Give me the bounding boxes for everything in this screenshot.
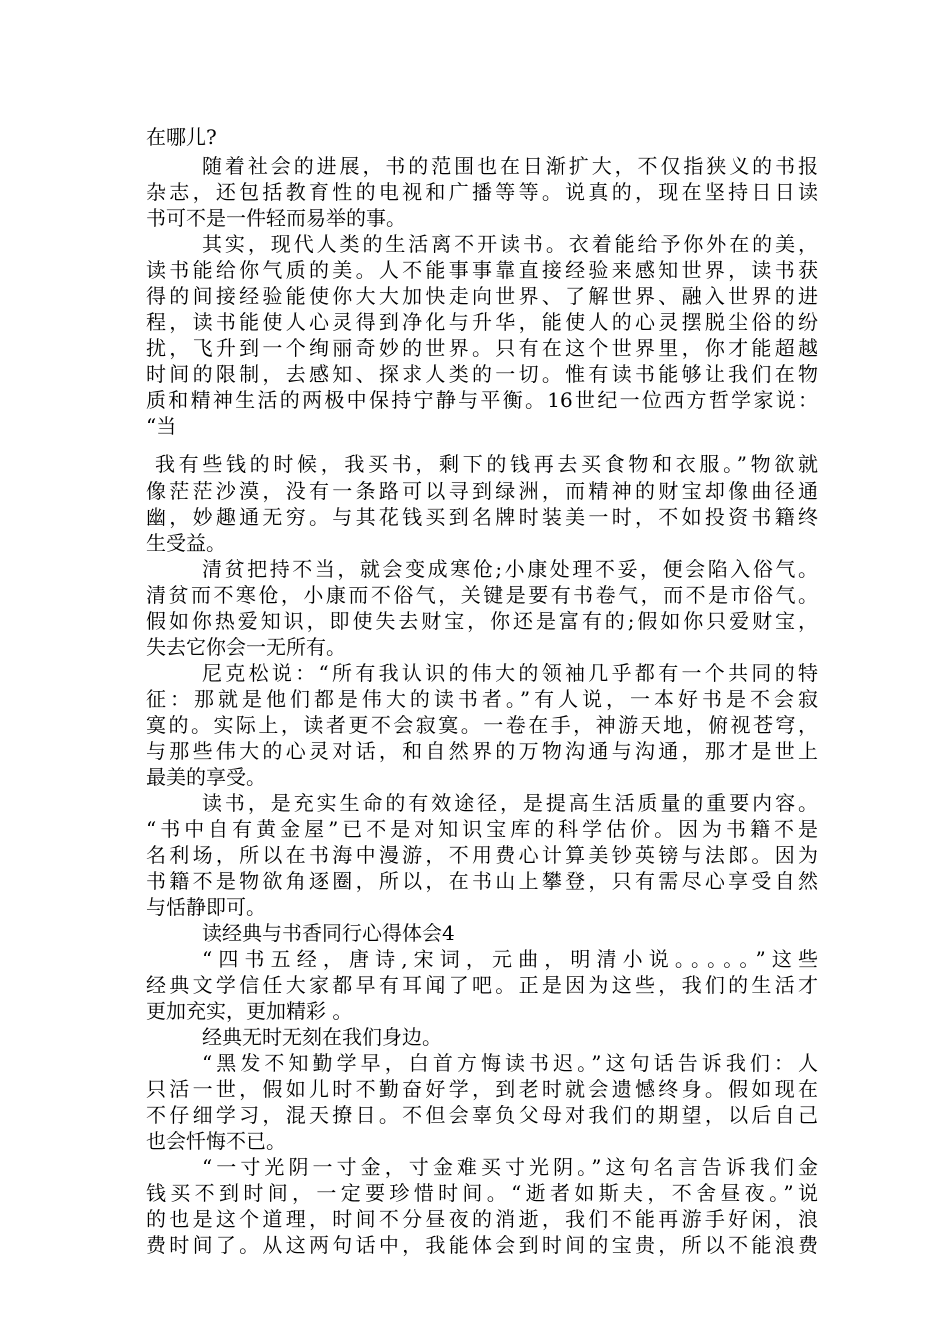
- text-line: 书籍不是物欲角逐圈，所以，在书山上攀登，只有需尽心享受自然: [146, 869, 818, 893]
- text-line: 程，读书能使人心灵得到净化与升华，能使人的心灵摆脱尘俗的纷: [146, 310, 818, 334]
- paragraph-first-line: 清贫把持不当，就会变成寒伧;小康处理不妥，便会陷入俗气。: [202, 557, 818, 581]
- text-line: 钱买不到时间，一定要珍惜时间。“逝者如斯夫，不舍昼夜。”说: [146, 1181, 818, 1205]
- text-line: 杂志，还包括教育性的电视和广播等等。说真的，现在坚持日日读: [146, 180, 818, 204]
- text-line: 最美的享受。: [146, 765, 266, 789]
- text-line: 更加充实，更加精彩 。: [146, 999, 353, 1023]
- text-line: 质和精神生活的两极中保持宁静与平衡。16世纪一位西方哲学家说：: [146, 388, 818, 412]
- text-line: 也会忏悔不已。: [146, 1129, 286, 1153]
- text-line: 扰，飞升到一个绚丽奇妙的世界。只有在这个世界里，你才能超越: [146, 336, 818, 360]
- text-line: 生受益。: [146, 531, 226, 555]
- paragraph-first-line: “黑发不知勤学早，白首方悔读书迟。”这句话告诉我们：人: [202, 1051, 818, 1075]
- text-line: 在哪儿?: [146, 125, 217, 149]
- text-line: 假如你热爱知识，即使失去财宝，你还是富有的;假如你只爱财宝，: [146, 609, 818, 633]
- paragraph-first-line: “四书五经，唐诗,宋词，元曲，明清小说。。。。。”这些: [202, 947, 818, 971]
- text-line: 我有些钱的时候，我买书，剩下的钱再去买食物和衣服。”物欲就: [155, 452, 818, 476]
- paragraph-first-line: 读书，是充实生命的有效途径，是提高生活质量的重要内容。: [202, 791, 818, 815]
- text-line: 清贫而不寒伧，小康而不俗气，关键是要有书卷气，而不是市俗气。: [146, 583, 818, 607]
- paragraph-first-line: 其实，现代人类的生活离不开读书。衣着能给予你外在的美，: [202, 232, 818, 256]
- text-line: 与恬静即可。: [146, 895, 266, 919]
- text-line: 书可不是一件轻而易举的事。: [146, 206, 406, 230]
- text-line: 经典文学信任大家都早有耳闻了吧。正是因为这些，我们的生活才: [146, 973, 818, 997]
- text-line: “当: [146, 414, 177, 438]
- section-heading: 读经典与书香同行心得体会4: [202, 921, 455, 945]
- text-line: 寞的。实际上，读者更不会寂寞。一卷在手，神游天地，俯视苍穹，: [146, 713, 818, 737]
- text-line: 幽，妙趣通无穷。与其花钱买到名牌时装美一时，不如投资书籍终: [146, 505, 818, 529]
- text-line: 只活一世，假如儿时不勤奋好学，到老时就会遗憾终身。假如现在: [146, 1077, 818, 1101]
- text-line: 与那些伟大的心灵对话，和自然界的万物沟通与沟通，那才是世上: [146, 739, 818, 763]
- paragraph-first-line: 经典无时无刻在我们身边。: [202, 1025, 442, 1049]
- text-line: 失去它你会一无所有。: [146, 635, 346, 659]
- text-line: 费时间了。从这两句话中，我能体会到时间的宝贵，所以不能浪费: [146, 1233, 818, 1257]
- paragraph-first-line: 随着社会的进展，书的范围也在日渐扩大，不仅指狭义的书报: [202, 154, 818, 178]
- text-line: 像茫茫沙漠，没有一条路可以寻到绿洲，而精神的财宝却像曲径通: [146, 479, 818, 503]
- text-line: 的也是这个道理，时间不分昼夜的消逝，我们不能再游手好闲，浪: [146, 1207, 818, 1231]
- text-line: 征：那就是他们都是伟大的读书者。”有人说，一本好书是不会寂: [146, 687, 818, 711]
- text-line: 不仔细学习，混天撩日。不但会辜负父母对我们的期望，以后自己: [146, 1103, 818, 1127]
- text-line: 读书能给你气质的美。人不能事事靠直接经验来感知世界，读书获: [146, 258, 818, 282]
- text-line: 时间的限制，去感知、探求人类的一切。惟有读书能够让我们在物: [146, 362, 818, 386]
- text-line: 得的间接经验能使你大大加快走向世界、了解世界、融入世界的进: [146, 284, 818, 308]
- text-line: 名利场，所以在书海中漫游，不用费心计算美钞英镑与法郎。因为: [146, 843, 818, 867]
- paragraph-first-line: “一寸光阴一寸金，寸金难买寸光阴。”这句名言告诉我们金: [202, 1155, 818, 1179]
- paragraph-first-line: 尼克松说：“所有我认识的伟大的领袖几乎都有一个共同的特: [202, 661, 818, 685]
- text-line: “书中自有黄金屋”已不是对知识宝库的科学估价。因为书籍不是: [146, 817, 818, 841]
